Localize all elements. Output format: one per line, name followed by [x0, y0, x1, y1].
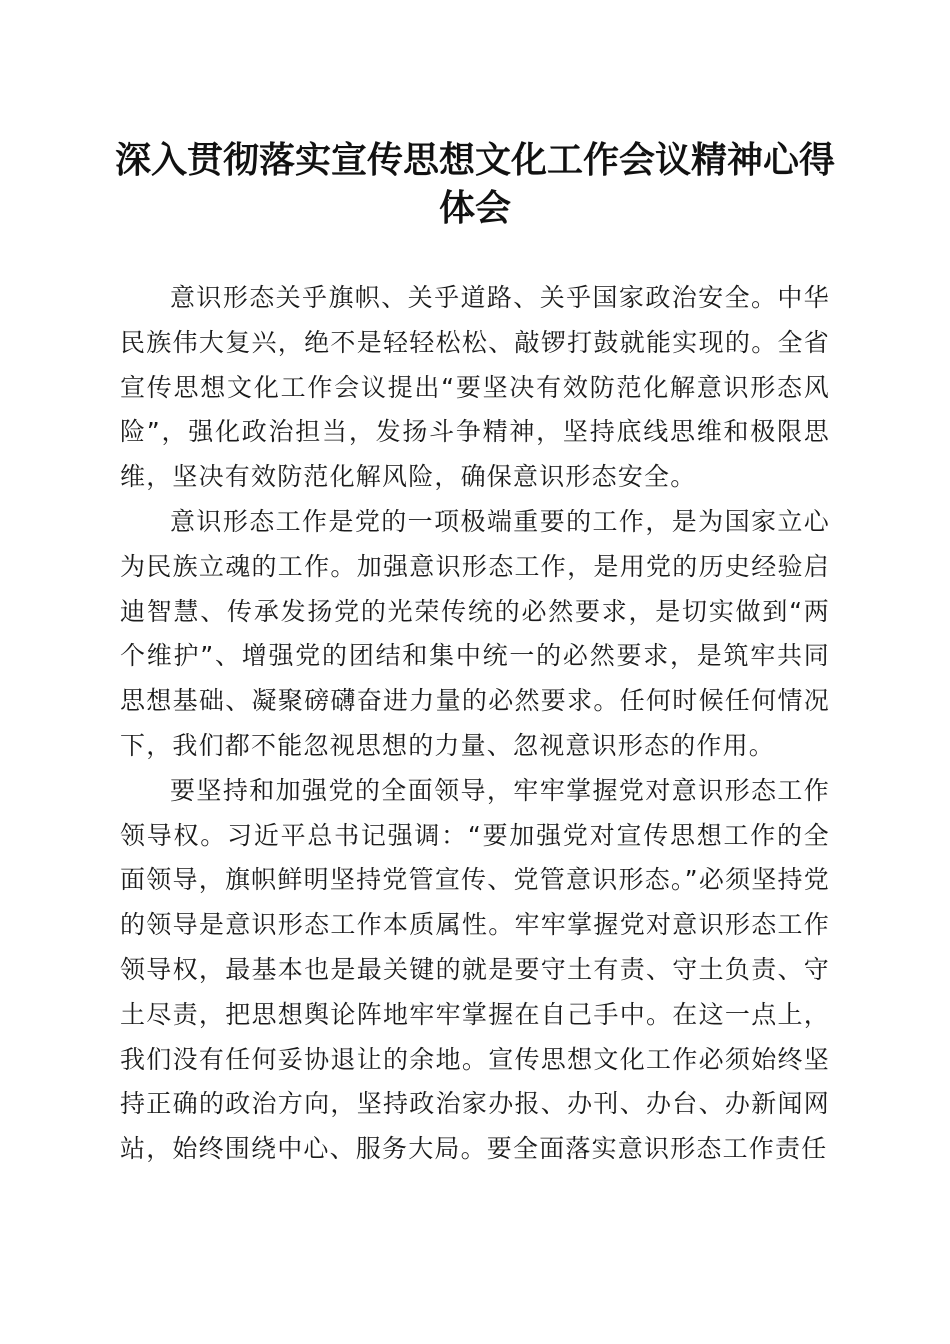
document-body [120, 276, 830, 1172]
paragraph: 要坚持和加强党的全面领导，牢牢掌握党对意识形态工作领导权。习近平总书记强调：“要加强党对宣传思想工作的全面领导，旗帜鲜明坚持党管宣传、党管意识形态。”必须坚持党的领导是意识形态工作本质属性。牢牢掌握党对意识形态工作领导权，最基本也是最关键的就是要守土有责、守土负责、守土尽责，把思想舆论阵地牢牢掌握在自己手中。在这一点上，我们没有任何妥协退让的余地。宣传思想文化工作必须始终坚持正确的政治方向，坚持政治家办报、办刊、办台、办新闻网站，始终围绕中心、服务大局。要全面落实意识形态工作责任 [120, 775, 830, 1164]
paragraph: 意识形态关乎旗帜、关乎道路、关乎国家政治安全。中华民族伟大复兴，绝不是轻轻松松、敲锣打鼓就能实现的。全省宣传思想文化工作会议提出“要坚决有效防范化解意识形态风险”，强化政治担当，发扬斗争精神，坚持底线思维和极限思维，坚决有效防范化解风险，确保意识形态安全。 [120, 283, 830, 492]
paragraph: 意识形态工作是党的一项极端重要的工作，是为国家立心为民族立魂的工作。加强意识形态工作，是用党的历史经验启迪智慧、传承发扬党的光荣传统的必然要求，是切实做到“两个维护”、增强党的团结和集中统一的必然要求，是筑牢共同思想基础、凝聚磅礴奋进力量的必然要求。任何时候任何情况下，我们都不能忽视思想的力量、忽视意识形态的作用。 [120, 506, 830, 760]
document-title: 深入贯彻落实宣传思想文化工作会议精神心得体会 [114, 139, 835, 229]
